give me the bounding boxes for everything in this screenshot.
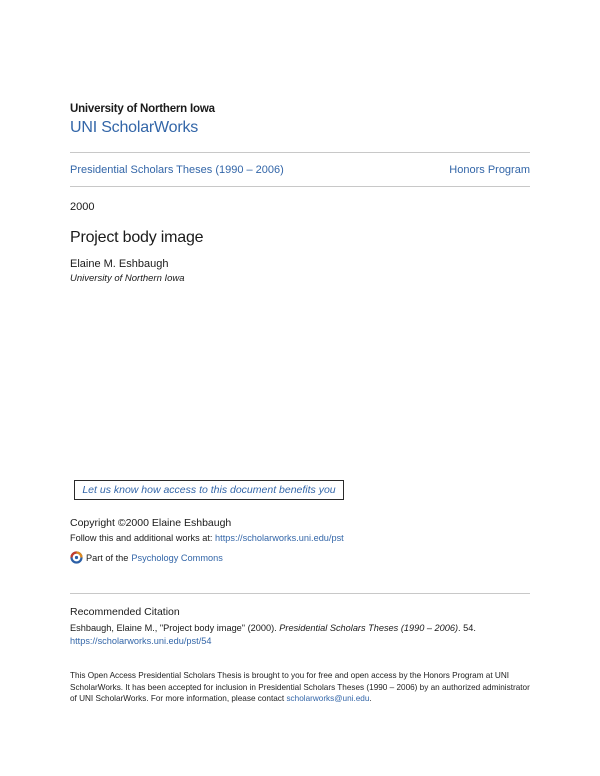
document-year: 2000 bbox=[70, 201, 95, 213]
part-of-prefix: Part of the bbox=[86, 552, 129, 563]
citation-main: Eshbaugh, Elaine M., "Project body image" (2000). bbox=[70, 623, 280, 633]
author-affiliation: University of Northern Iowa bbox=[70, 273, 185, 284]
repository-link[interactable]: UNI ScholarWorks bbox=[70, 119, 199, 136]
benefit-link[interactable]: Let us know how access to this document benefits you bbox=[82, 484, 336, 496]
institution-name: University of Northern Iowa bbox=[70, 103, 215, 115]
citation-number: . 54. bbox=[458, 623, 476, 633]
open-access-end: . bbox=[369, 694, 372, 703]
collection-link[interactable]: Presidential Scholars Theses (1990 – 2006) bbox=[70, 164, 284, 176]
citation-text bbox=[70, 622, 530, 648]
citation-series: Presidential Scholars Theses (1990 – 2006) bbox=[279, 623, 459, 633]
follow-line bbox=[70, 533, 344, 543]
benefit-link-box[interactable] bbox=[74, 480, 344, 500]
author-name: Elaine M. Eshbaugh bbox=[70, 258, 169, 270]
network-commons-icon bbox=[70, 551, 83, 564]
citation-url-link[interactable]: https://scholarworks.uni.edu/pst/54 bbox=[70, 636, 212, 646]
follow-prefix: Follow this and additional works at: bbox=[70, 533, 216, 543]
open-access-statement bbox=[70, 670, 530, 705]
contact-email-link[interactable]: scholarworks@uni.edu bbox=[286, 694, 370, 703]
psychology-commons-link[interactable]: Psychology Commons bbox=[131, 552, 223, 563]
divider-citation bbox=[70, 593, 530, 594]
divider-top bbox=[70, 152, 530, 153]
citation-heading: Recommended Citation bbox=[70, 606, 180, 618]
part-of-line bbox=[70, 551, 223, 564]
copyright-statement: Copyright ©2000 Elaine Eshbaugh bbox=[70, 517, 232, 529]
program-link[interactable]: Honors Program bbox=[449, 164, 530, 176]
divider-collection bbox=[70, 186, 530, 187]
document-title: Project body image bbox=[70, 229, 204, 246]
follow-url-link[interactable]: https://scholarworks.uni.edu/pst bbox=[215, 533, 344, 543]
open-access-text: This Open Access Presidential Scholars Thesis is brought to you for free and open access by the Honors Program at UNI ScholarWorks. It has been accepted for inclusion in Presidential Scholars Theses (1990 – 2006) by an authorized administrator of UNI ScholarWorks. For more information, please contact bbox=[70, 671, 530, 703]
